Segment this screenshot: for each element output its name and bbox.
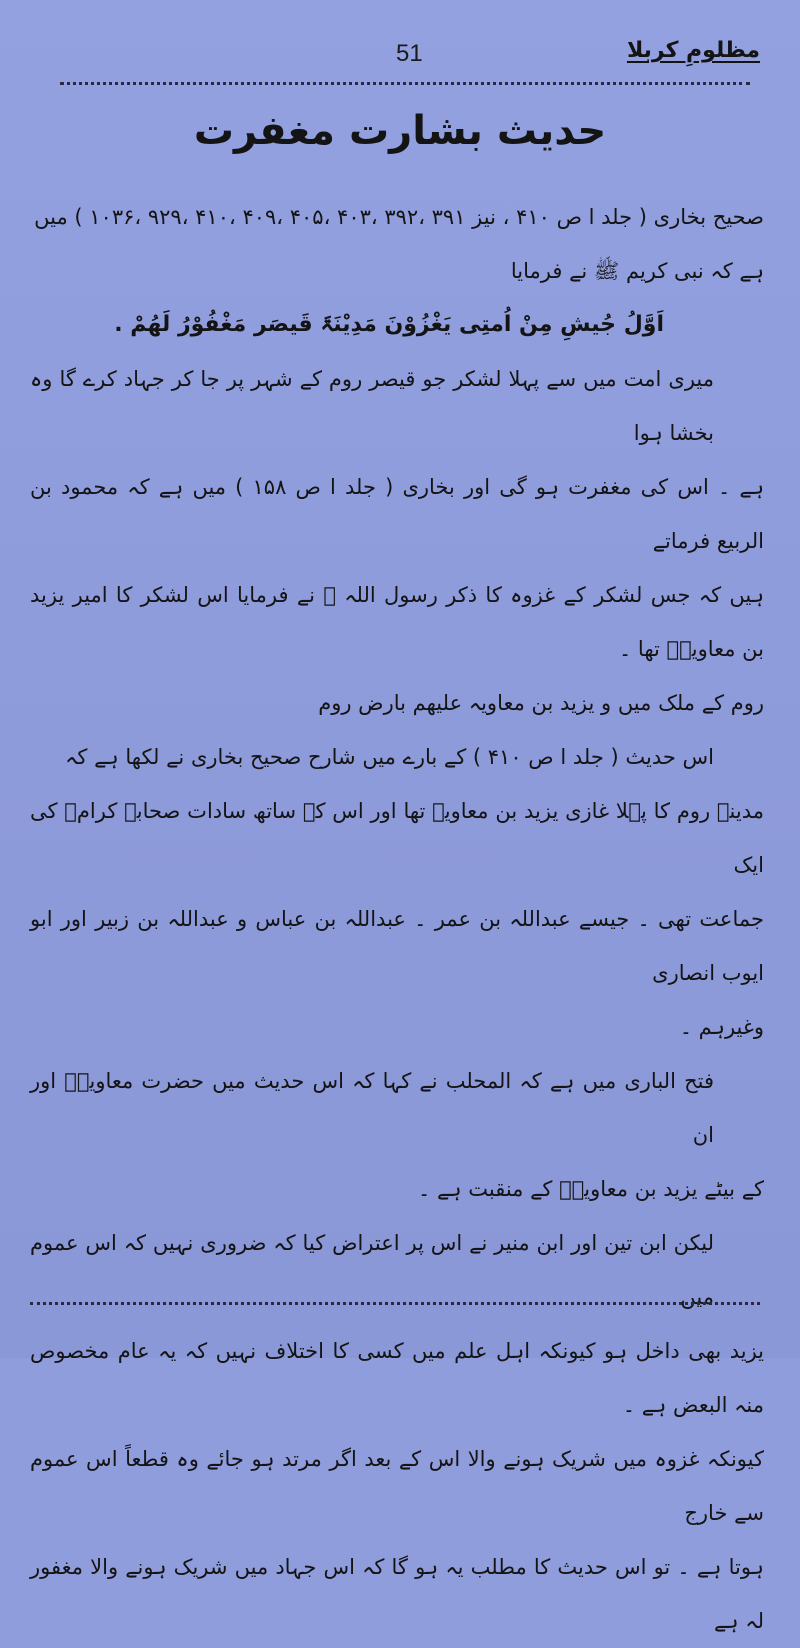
text-line: مدینۃ روم کا پہلا غازی یزید بن معاویہ تھا اور اس کے ساتھ سادات صحابہ کرامؓ کی ایک bbox=[30, 799, 764, 877]
text-line: اس حدیث ( جلد ا ص ۴۱۰ ) کے بارے میں شارح صحیح بخاری نے لکھا ہے کہ bbox=[65, 745, 714, 769]
header-divider bbox=[60, 82, 750, 85]
text-line: ہے ۔ اس کی مغفرت ہو گی اور بخاری ( جلد ا ص ۱۵۸ ) میں ہے کہ محمود بن الربیع فرماتے bbox=[30, 475, 764, 553]
text-line: ہے کہ نبی کریم ﷺ نے فرمایا bbox=[510, 259, 764, 283]
text-line: روم کے ملک میں و یزید بن معاویہ علیھم بارض روم bbox=[318, 691, 764, 715]
text-line: یزید بھی داخل ہو کیونکہ اہل علم میں کسی کا اختلاف نہیں کہ یہ عام مخصوص منہ البعض ہے ۔ bbox=[30, 1339, 764, 1417]
text-line: فتح الباری میں ہے کہ المحلب نے کہا کہ اس حدیث میں حضرت معاویہؓ اور ان bbox=[30, 1069, 714, 1147]
page-header bbox=[40, 30, 760, 78]
arabic-hadith-line: اَوَّلُ جُیشِ مِنْ اُمتِی یَغْزُوْنَ مَدِیْنَۃَ قَیصَر مَغْفُوْرُ لَھُمْ . bbox=[114, 312, 664, 337]
text-line: میری امت میں سے پہلا لشکر جو قیصر روم کے شہر پر جا کر جہاد کرے گا وہ بخشا ہوا bbox=[30, 367, 714, 445]
text-line: وغیرہم ۔ bbox=[679, 1015, 764, 1039]
page-number: 51 bbox=[396, 40, 423, 67]
body-text bbox=[30, 190, 764, 1648]
text-line: جماعت تھی ۔ جیسے عبداللہ بن عمر ۔ عبداللہ بن عباس و عبداللہ بن زبیر اور ابو ایوب انصاری bbox=[30, 907, 764, 985]
text-line: کے بیٹے یزید بن معاویہؓ کے منقبت ہے ۔ bbox=[417, 1177, 764, 1201]
book-title: مظلومِ کربلا bbox=[626, 38, 760, 63]
text-line: صحیح بخاری ( جلد ا ص ۴۱۰ ، نیز ۳۹۱ ،۳۹۲ ،۴۰۳ ،۴۰۵ ،۴۰۹ ،۴۱۰ ،۹۲۹ ،۱۰۳۶ ) میں bbox=[34, 205, 764, 229]
text-line: کیونکہ غزوہ میں شریک ہونے والا اس کے بعد اگر مرتد ہو جائے وہ قطعاً اس عموم سے خارج bbox=[30, 1447, 764, 1525]
footer-divider bbox=[30, 1302, 760, 1305]
section-title: حدیث بشارت مغفرت bbox=[193, 108, 607, 154]
text-line: ہیں کہ جس لشکر کے غزوہ کا ذکر رسول اللہ ﷺ نے فرمایا اس لشکر کا امیر یزید بن معاویہؓ تھا ۔ bbox=[30, 583, 764, 661]
text-line: لیکن ابن تین اور ابن منیر نے اس پر اعتراض کیا کہ ضروری نہیں کہ اس عموم میں bbox=[30, 1231, 714, 1309]
text-line: ہوتا ہے ۔ تو اس حدیث کا مطلب یہ ہو گا کہ اس جہاد میں شریک ہونے والا مغفور لہ ہے bbox=[30, 1555, 764, 1633]
